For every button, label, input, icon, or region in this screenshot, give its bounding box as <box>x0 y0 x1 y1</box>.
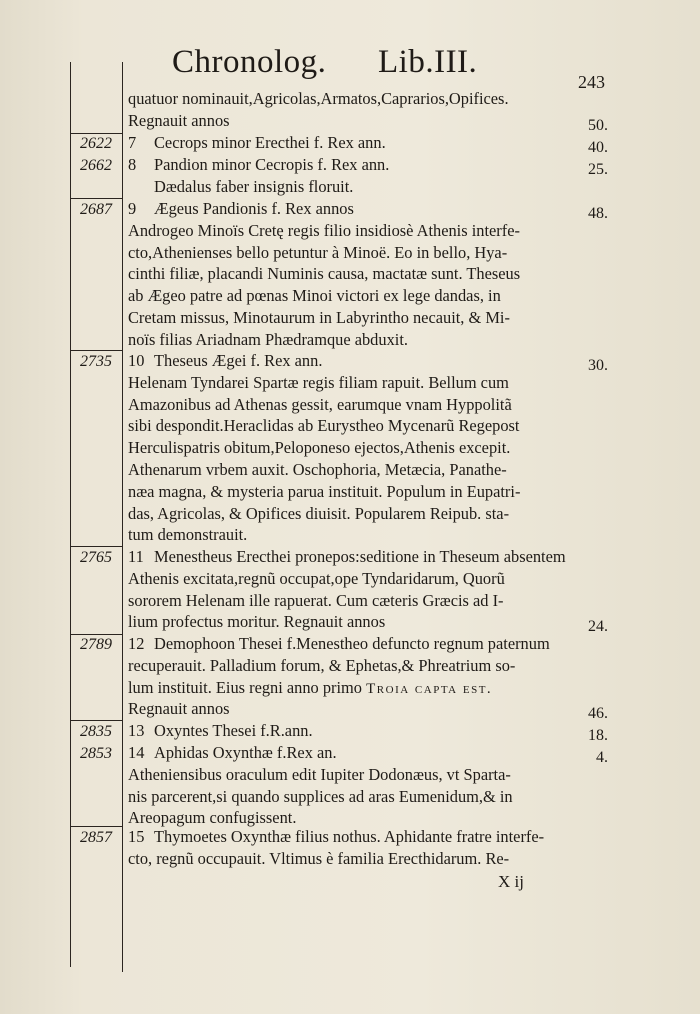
running-title: Chronolog. <box>172 44 327 80</box>
entry-number: 15 <box>128 827 145 846</box>
book-number: Lib.III. <box>378 44 478 80</box>
signature-mark: X ij <box>498 872 524 891</box>
year-label: 2857 <box>80 829 112 846</box>
year-label: 2687 <box>80 201 112 218</box>
entry-divider <box>70 350 122 351</box>
reign-years: 50. <box>588 116 608 134</box>
reign-years: 25. <box>588 161 608 178</box>
reign-years: 46. <box>588 705 608 723</box>
entry-number: 10 <box>128 351 145 370</box>
entry-divider <box>70 133 122 134</box>
entry-number: 12 <box>128 634 145 653</box>
entry-divider <box>70 826 122 827</box>
entry-divider <box>70 198 122 199</box>
year-label: 2662 <box>80 157 112 174</box>
entry-7: 7 Cecrops minor Erecthei f. Rex ann. 40. <box>128 132 608 154</box>
entry-13: 13 Oxyntes Thesei f.R.ann. 18. <box>128 720 608 742</box>
entry-8: 8 Pandion minor Cecropis f. Rex ann. 25. Dædalus faber insignis floruit. <box>128 155 608 196</box>
entry-10: 10 Theseus Ægei f. Rex ann. 30. Helenam Tyndarei Spartæ regis filiam rapuit. Bellum cum Amazonibus ad Athenas gessit, earumque vnam Hyppolitã sibi despondit.Heraclidas ab Eurystheo Mycenarũ Regepost Herculispatris obitum,Peloponeso ejectos,Athenis excepit. Athenarum vrbem auxit. Oschophoria, Metæcia, Panathe- næa magna, & mysteria parua instituit. Populum in Eupatri- das, Agricolas, & Opifices diuisit. Popularem Reipub. sta- tum demonstrauit. <box>128 351 608 545</box>
entry-divider <box>70 634 122 635</box>
reign-years: 18. <box>588 727 608 744</box>
entry-12: 12 Demophoon Thesei f.Menestheo defuncto regnum paternum recuperauit. Palladium forum, & Ephetas,& Phreatrium so- lum instituit. Eius regni anno primo Troia capta est. Regnauit annos 46. <box>128 633 608 720</box>
entry-number: 13 <box>128 721 145 740</box>
entry-9: 9 Ægeus Pandionis f. Rex annos 48. Androgeo Minoïs Cretę regis filio insidiosè Athenis interfe- cto,Athenienses bello petuntur à Minoë. Eo in bello, Hya- cinthi filiæ, placandi Numinis causa, mactatæ sunt. Theseus ab Ægeo patre ad pœnas Minoi victori ex lege dandas, in Cretam missus, Minotaurum in Labyrintho necauit, & Mi- noïs filias Ariadnam Phædramque abduxit. <box>128 199 608 349</box>
year-label: 2853 <box>80 745 112 762</box>
entry-number: 9 <box>128 199 137 218</box>
reign-years: 24. <box>588 618 608 636</box>
reign-years: 30. <box>588 357 608 374</box>
text-line: Regnauit annos 50. <box>128 110 608 132</box>
reign-years: 48. <box>588 205 608 222</box>
troia-capta-est: Troia capta est. <box>366 680 493 697</box>
entry-number: 8 <box>128 155 137 174</box>
year-label: 2765 <box>80 549 112 566</box>
entry-number: 11 <box>128 547 144 566</box>
intro-continuation <box>128 88 608 132</box>
reign-years: 40. <box>588 139 608 156</box>
year-label: 2622 <box>80 135 112 152</box>
entry-divider <box>70 546 122 547</box>
entry-number: 7 <box>128 133 137 152</box>
entry-number: 14 <box>128 743 145 762</box>
text-line: quatuor nominauit,Agricolas,Armatos,Caprarios,Opifices. <box>128 89 509 108</box>
entry-14: 14 Aphidas Oxynthæ f.Rex an. 4. Atheniensibus oraculum edit Iupiter Dodonæus, vt Sparta- nis parcerent,si quando supplices ad aras Eumenidum,& in Areopagum confugissent. <box>128 743 608 828</box>
year-column-rule <box>122 62 123 972</box>
reign-years: 4. <box>596 749 608 766</box>
entry-15: 15 Thymoetes Oxynthæ filius nothus. Aphidante fratre interfe- cto, regnũ occupauit. Vltimus è familia Erecthidarum. Re- <box>128 827 545 868</box>
entry-11: 11 Menestheus Erecthei pronepos:seditione in Theseum absentem Athenis excitata,regnũ occupat,ope Tyndaridarum, Quorũ sororem Helenam ille rapuerat. Cum cæteris Græcis ad I- lium profectus moritur. Regnauit annos 24. <box>128 546 608 633</box>
year-label: 2735 <box>80 353 112 370</box>
year-label: 2789 <box>80 636 112 653</box>
page-number: 243 <box>578 72 605 92</box>
entry-divider <box>70 720 122 721</box>
year-label: 2835 <box>80 723 112 740</box>
